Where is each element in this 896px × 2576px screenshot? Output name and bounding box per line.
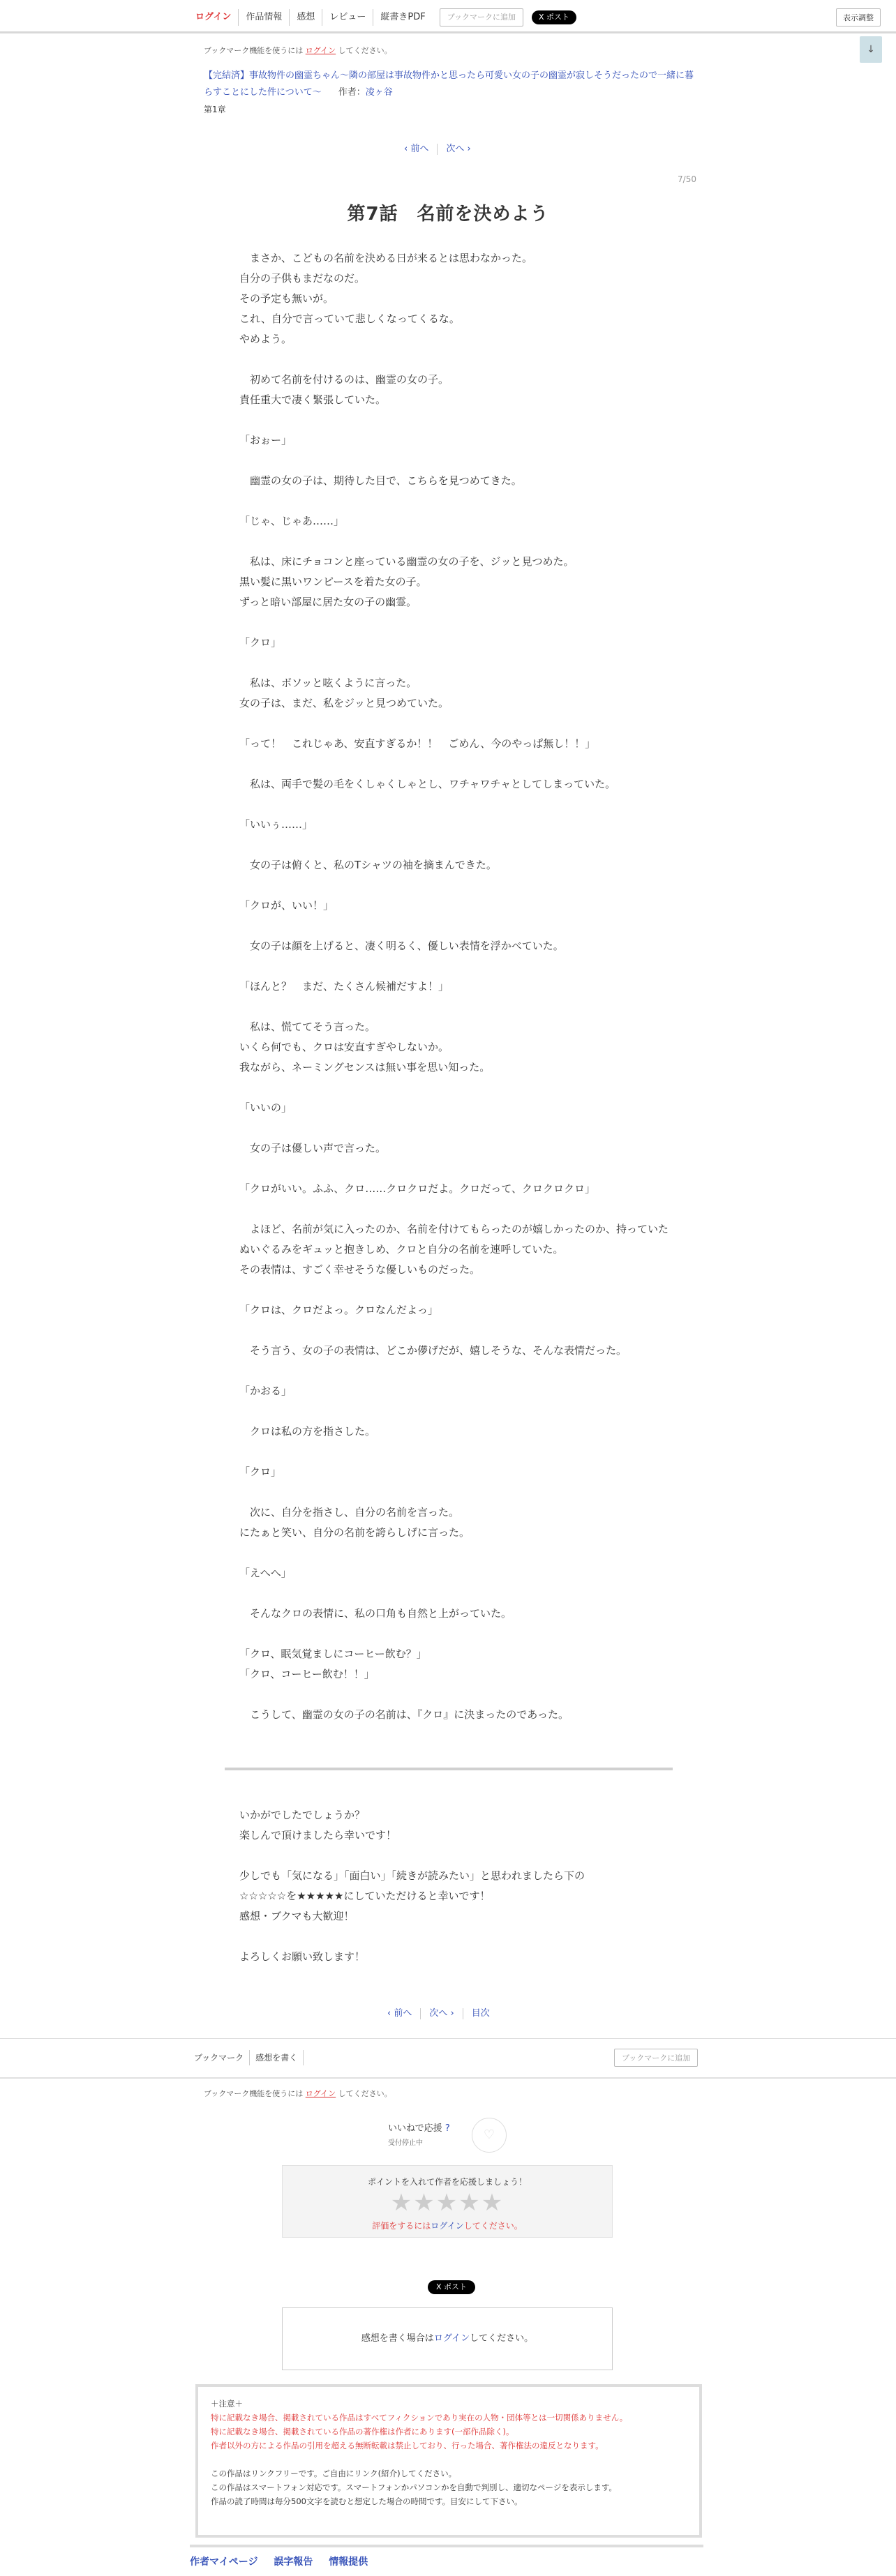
body-paragraph: まさか、こどもの名前を決める日が来るとは思わなかった。 自分の子供もまだなのだ。 その予定も無いが。 これ、自分で言っていて悲しくなってくるな。 やめよう。 <box>239 252 533 345</box>
body-paragraph: こうして、幽霊の女の子の名前は、『クロ』に決まったのであった。 <box>239 1708 569 1721</box>
body-divider <box>225 1768 673 1770</box>
points-box <box>282 2165 613 2238</box>
footer-nav <box>190 2545 703 2568</box>
body-paragraph: 女の子は顔を上げると、凄く明るく、優しい表情を浮かべていた。 <box>239 940 564 952</box>
iine-status: 受付停止中 <box>388 2139 423 2147</box>
author-link[interactable]: 凌ヶ谷 <box>365 87 393 98</box>
afterword-paragraph: よろしくお願い致します！ <box>239 1950 366 1963</box>
author-mypage-link[interactable]: 作者マイページ <box>190 2556 258 2568</box>
body-paragraph: 「クロが、いい！」 <box>239 899 334 912</box>
notice-head: ＋注意＋ <box>211 2399 243 2409</box>
pager-top <box>396 144 479 155</box>
points-login-link[interactable]: ログイン <box>431 2221 464 2231</box>
typo-report-link[interactable]: 誤字報告 <box>274 2556 313 2568</box>
notice-box <box>195 2384 702 2538</box>
author-line <box>338 87 393 98</box>
comment-box <box>282 2307 613 2370</box>
body-paragraph: 「おぉー」 <box>239 434 292 446</box>
toc-link[interactable]: 目次 <box>471 2008 490 2019</box>
scroll-down-icon[interactable]: ↓ <box>860 36 882 63</box>
notice-line: 特に記載なき場合、掲載されている作品はすべてフィクションであり実在の人物・団体等とは一切関係ありません。 <box>211 2413 628 2423</box>
body-paragraph: 「クロがいい。ふふ、クロ……クロクロだよ。クロだって、クロクロクロ」 <box>239 1182 596 1195</box>
body-paragraph: そう言う、女の子の表情は、どこか儚げだが、嬉しそうな、そんな表情だった。 <box>239 1344 627 1357</box>
iine-label: いいねで応援 <box>388 2123 442 2134</box>
x-post-button[interactable]: X ポスト <box>532 10 576 24</box>
bookmark-login-note <box>204 45 392 56</box>
points-login-note <box>283 2220 612 2231</box>
body-paragraph: 初めて名前を付けるのは、幽霊の女の子。 責任重大で凄く緊張していた。 <box>239 373 449 406</box>
author-label: 作者： <box>338 87 366 98</box>
display-settings-button[interactable]: 表示調整 <box>836 8 881 27</box>
add-bookmark-button[interactable]: ブックマークに追加 <box>440 8 523 27</box>
bookmark-link[interactable]: ブックマーク <box>188 2050 250 2065</box>
help-icon[interactable]: ? <box>445 2123 450 2134</box>
note-login-link-bottom[interactable]: ログイン <box>305 2089 336 2098</box>
chapter-label: 第1章 <box>204 105 226 114</box>
note-text-end: してください。 <box>336 46 392 55</box>
add-bookmark-button-bottom[interactable]: ブックマークに追加 <box>614 2049 698 2067</box>
body-paragraph: 次に、自分を指さし、自分の名前を言った。 にたぁと笑い、自分の名前を誇らしげに言った。 <box>239 1506 470 1539</box>
body-paragraph: クロは私の方を指さした。 <box>239 1425 376 1438</box>
body-paragraph: 「えへへ」 <box>239 1567 292 1579</box>
novel-body <box>239 248 672 1725</box>
star-rating[interactable]: ★★★★★ <box>390 2189 505 2217</box>
page-count: 7/50 <box>678 174 696 184</box>
comment-suffix: してください。 <box>470 2333 534 2344</box>
notice-line: この作品はリンクフリーです。ご自由にリンク(紹介)してください。 <box>211 2469 457 2478</box>
next-link[interactable]: 次へ › <box>446 144 471 154</box>
body-paragraph: 「じゃ、じゃあ……」 <box>239 515 345 527</box>
body-paragraph: 幽霊の女の子は、期待した目で、こちらを見つめてきた。 <box>239 474 522 487</box>
iine-block <box>388 2121 450 2147</box>
prev-link[interactable]: ‹ 前へ <box>396 144 438 155</box>
iine-button-icon[interactable]: ♡ <box>472 2118 507 2153</box>
notice-line: 特に記載なき場合、掲載されている作品の著作権は作者にあります(一部作品除く)。 <box>211 2427 514 2436</box>
review-link[interactable]: レビュー <box>322 9 373 26</box>
body-paragraph: 私は、慌ててそう言った。 いくら何でも、クロは安直すぎやしないか。 我ながら、ネーミングセンスは無い事を思い知った。 <box>239 1020 491 1074</box>
body-paragraph: 「いいの」 <box>239 1101 292 1114</box>
bookmark-login-note-bottom <box>204 2088 392 2099</box>
afterword-paragraph: いかがでしたでしょうか？ 楽しんで頂けましたら幸いです！ <box>239 1809 397 1841</box>
body-paragraph: 「ほんと？ まだ、たくさん候補だすよ！」 <box>239 980 449 993</box>
top-navbar <box>0 0 896 33</box>
next-link-bottom[interactable]: 次へ › <box>421 2008 463 2019</box>
note-text: ブックマーク機能を使うには <box>204 46 306 55</box>
body-paragraph: 私は、両手で髪の毛をくしゃくしゃとし、ワチャワチャとしてしまっていた。 <box>239 778 616 790</box>
episode-title: 第7話 名前を決めよう <box>347 204 549 225</box>
impressions-link[interactable]: 感想 <box>289 9 322 26</box>
body-paragraph: 私は、ボソッと呟くように言った。 女の子は、まだ、私をジッと見つめていた。 <box>239 677 449 709</box>
series-title-link[interactable]: 【完結済】事故物件の幽霊ちゃん〜隣の部屋は事故物件かと思ったら可愛い女の子の幽霊が寂しそうだったので一緒に暮らすことにした件について〜 <box>204 70 694 98</box>
body-paragraph: 女の子は優しい声で言った。 <box>239 1142 387 1154</box>
points-login-prefix: 評価をするには <box>372 2221 431 2231</box>
body-paragraph: 「クロ、眠気覚ましにコーヒー飲む？」 「クロ、コーヒー飲む！！」 <box>239 1648 427 1680</box>
body-paragraph: 私は、床にチョコンと座っている幽霊の女の子を、ジッと見つめた。 黒い髪に黒いワンピースを着た女の子。 ずっと暗い部屋に居た女の子の幽霊。 <box>239 555 574 608</box>
prev-link-bottom[interactable]: ‹ 前へ <box>379 2008 421 2019</box>
comment-prefix: 感想を書く場合は <box>361 2333 434 2344</box>
body-paragraph: 「クロ」 <box>239 636 282 649</box>
body-paragraph: 「って！ これじゃあ、安直すぎるか！！ ごめん、今のやっぱ無し！！」 <box>239 737 596 750</box>
vertical-pdf-link[interactable]: 縦書きPDF <box>373 9 432 26</box>
work-info-link[interactable]: 作品情報 <box>238 9 289 26</box>
bottom-nav <box>188 2050 304 2065</box>
afterword <box>239 1805 672 1967</box>
afterword-paragraph: 少しでも「気になる」「面白い」「続きが読みたい」と思われましたら下の ☆☆☆☆☆を★★★★★にしていただけると幸いです！ 感想・ブクマも大歓迎！ <box>239 1869 585 1922</box>
body-paragraph: 「クロは、クロだよっ。クロなんだよっ」 <box>239 1304 439 1316</box>
body-paragraph: そんなクロの表情に、私の口角も自然と上がっていた。 <box>239 1607 512 1620</box>
note-text-bottom: ブックマーク機能を使うには <box>204 2089 306 2098</box>
body-paragraph: よほど、名前が気に入ったのか、名前を付けてもらったのが嬉しかったのか、持っていたぬいぐるみをギュッと抱きしめ、クロと自分の名前を連呼していた。 その表情は、すごく幸せそうな優しいものだった。 <box>239 1223 669 1276</box>
notice-line: 作者以外の方による作品の引用を超える無断転載は禁止しており、行った場合、著作権法の違反となります。 <box>211 2441 604 2450</box>
top-nav <box>188 8 576 27</box>
body-paragraph: 「かおる」 <box>239 1385 292 1397</box>
points-login-suffix: してください。 <box>463 2221 523 2231</box>
body-paragraph: 女の子は俯くと、私のTシャツの袖を摘まんできた。 <box>239 859 497 871</box>
pager-bottom <box>379 2008 498 2019</box>
login-link[interactable]: ログイン <box>195 12 232 22</box>
points-title: ポイントを入れて作者を応援しましょう！ <box>367 2177 527 2187</box>
body-paragraph: 「いいぅ……」 <box>239 818 313 831</box>
notice-line: この作品はスマートフォン対応です。スマートフォンかパソコンかを自動で判別し、適切なページを表示します。 <box>211 2483 617 2492</box>
x-post-button-bottom[interactable]: X ポスト <box>428 2280 475 2294</box>
note-login-link[interactable]: ログイン <box>305 46 336 55</box>
notice-line: 作品の読了時間は毎分500文字を読むと想定した場合の時間です。目安にして下さい。 <box>211 2496 523 2506</box>
bottom-toolbar <box>0 2038 896 2079</box>
comment-login-link[interactable]: ログイン <box>433 2333 470 2344</box>
series-header <box>204 68 699 101</box>
body-paragraph: 「クロ」 <box>239 1466 282 1478</box>
write-review-link[interactable]: 感想を書く <box>250 2050 304 2065</box>
note-text-end-bottom: してください。 <box>336 2089 392 2098</box>
info-provide-link[interactable]: 情報提供 <box>329 2556 368 2568</box>
